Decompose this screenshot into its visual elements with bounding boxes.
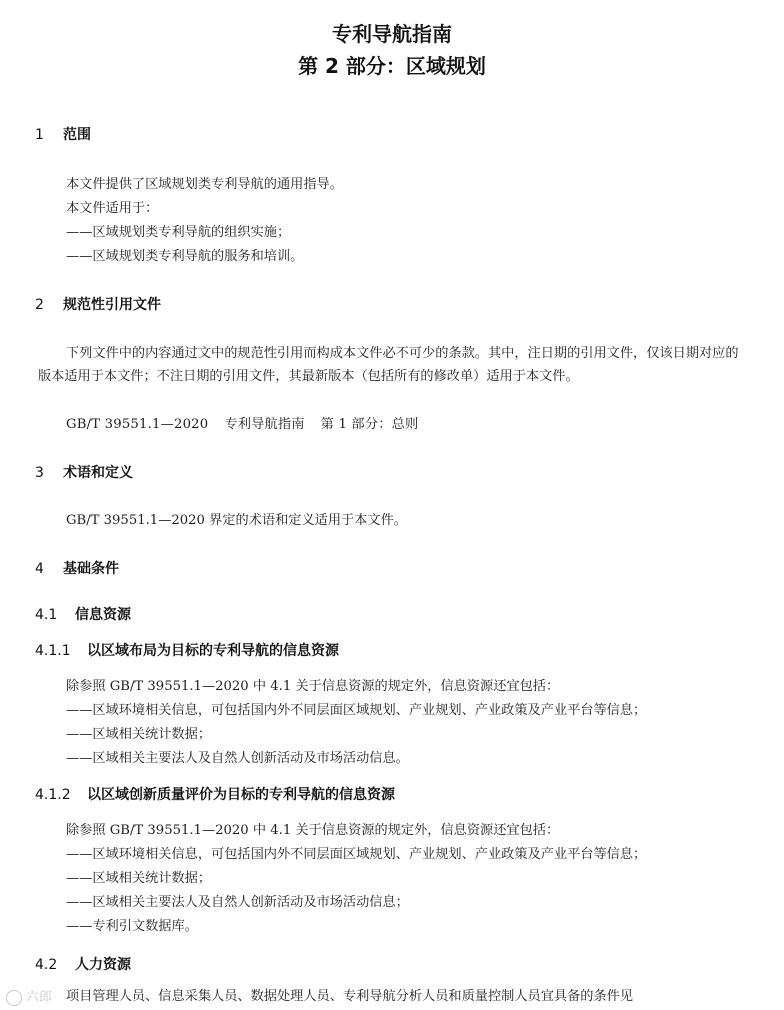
- list-item: ——区域相关主要法人及自然人创新活动及市场活动信息；: [66, 895, 409, 910]
- document-title: 专利导航指南: [332, 22, 452, 46]
- document-subtitle: 第 2 部分：区域规划: [298, 54, 486, 78]
- section-number: 4.1.1: [35, 643, 71, 659]
- watermark-text: 六郎: [26, 990, 53, 1005]
- section-number: 2: [35, 297, 44, 313]
- list-item: ——区域规划类专利导航的服务和培训。: [66, 249, 304, 264]
- section-heading-1: [35, 124, 91, 144]
- paragraph: 下列文件中的内容通过文中的规范性引用而构成本文件必不可少的条款。其中，注日期的引用文件，仅该日期对应的版本适用于本文件；不注日期的引用文件，其最新版本（包括所有的修改单）适用于本文件。: [38, 346, 739, 384]
- subsection-heading-4-1: [35, 604, 131, 624]
- section-number: 4: [35, 561, 44, 577]
- section-heading-2: [35, 294, 161, 314]
- paragraph: 项目管理人员、信息采集人员、数据处理人员、专利导航分析人员和质量控制人员宜具备的条件见: [66, 989, 634, 1004]
- paragraph: 除参照 GB/T 39551.1—2020 中 4.1 关于信息资源的规定外，信息资源还宜包括：: [66, 679, 560, 694]
- section-number: 4.2: [35, 957, 58, 973]
- section-title: 以区域布局为目标的专利导航的信息资源: [87, 643, 339, 659]
- section-title: 以区域创新质量评价为目标的专利导航的信息资源: [87, 787, 395, 803]
- paragraph: GB/T 39551.1—2020 界定的术语和定义适用于本文件。: [66, 513, 407, 528]
- section-number: 3: [35, 465, 44, 481]
- section-heading-4: [35, 558, 119, 578]
- subsection-heading-4-1-2: [35, 784, 395, 804]
- subsection-heading-4-1-1: [35, 640, 339, 660]
- section-number: 4.1.2: [35, 787, 71, 803]
- section-heading-3: [35, 462, 133, 482]
- section-title: 规范性引用文件: [63, 297, 161, 313]
- section-title: 信息资源: [75, 607, 131, 623]
- list-item: ——专利引文数据库。: [66, 919, 198, 934]
- reference-title: 专利导航指南: [224, 417, 305, 432]
- reference-part: 第 1 部分：总则: [320, 417, 419, 432]
- normative-reference: [66, 414, 434, 435]
- section-title: 基础条件: [63, 561, 119, 577]
- paragraph: 本文件适用于：: [66, 201, 159, 216]
- watermark: [6, 986, 52, 1006]
- watermark-logo-icon: [6, 990, 22, 1006]
- list-item: ——区域规划类专利导航的组织实施；: [66, 225, 291, 240]
- list-item: ——区域相关主要法人及自然人创新活动及市场活动信息。: [66, 751, 409, 766]
- paragraph: 本文件提供了区域规划类专利导航的通用指导。: [66, 177, 343, 192]
- paragraph: 除参照 GB/T 39551.1—2020 中 4.1 关于信息资源的规定外，信息资源还宜包括：: [66, 823, 560, 838]
- section-title: 人力资源: [75, 957, 131, 973]
- section-title: 范围: [63, 127, 91, 143]
- reference-code: GB/T 39551.1—2020: [66, 417, 209, 432]
- list-item: ——区域环境相关信息，可包括国内外不同层面区域规划、产业规划、产业政策及产业平台等信息；: [66, 847, 647, 862]
- subsection-heading-4-2: [35, 954, 131, 974]
- list-item: ——区域相关统计数据；: [66, 727, 212, 742]
- section-title: 术语和定义: [63, 465, 133, 481]
- list-item: ——区域相关统计数据；: [66, 871, 212, 886]
- section-number: 1: [35, 127, 44, 143]
- section-number: 4.1: [35, 607, 58, 623]
- list-item: ——区域环境相关信息，可包括国内外不同层面区域规划、产业规划、产业政策及产业平台等信息；: [66, 703, 647, 718]
